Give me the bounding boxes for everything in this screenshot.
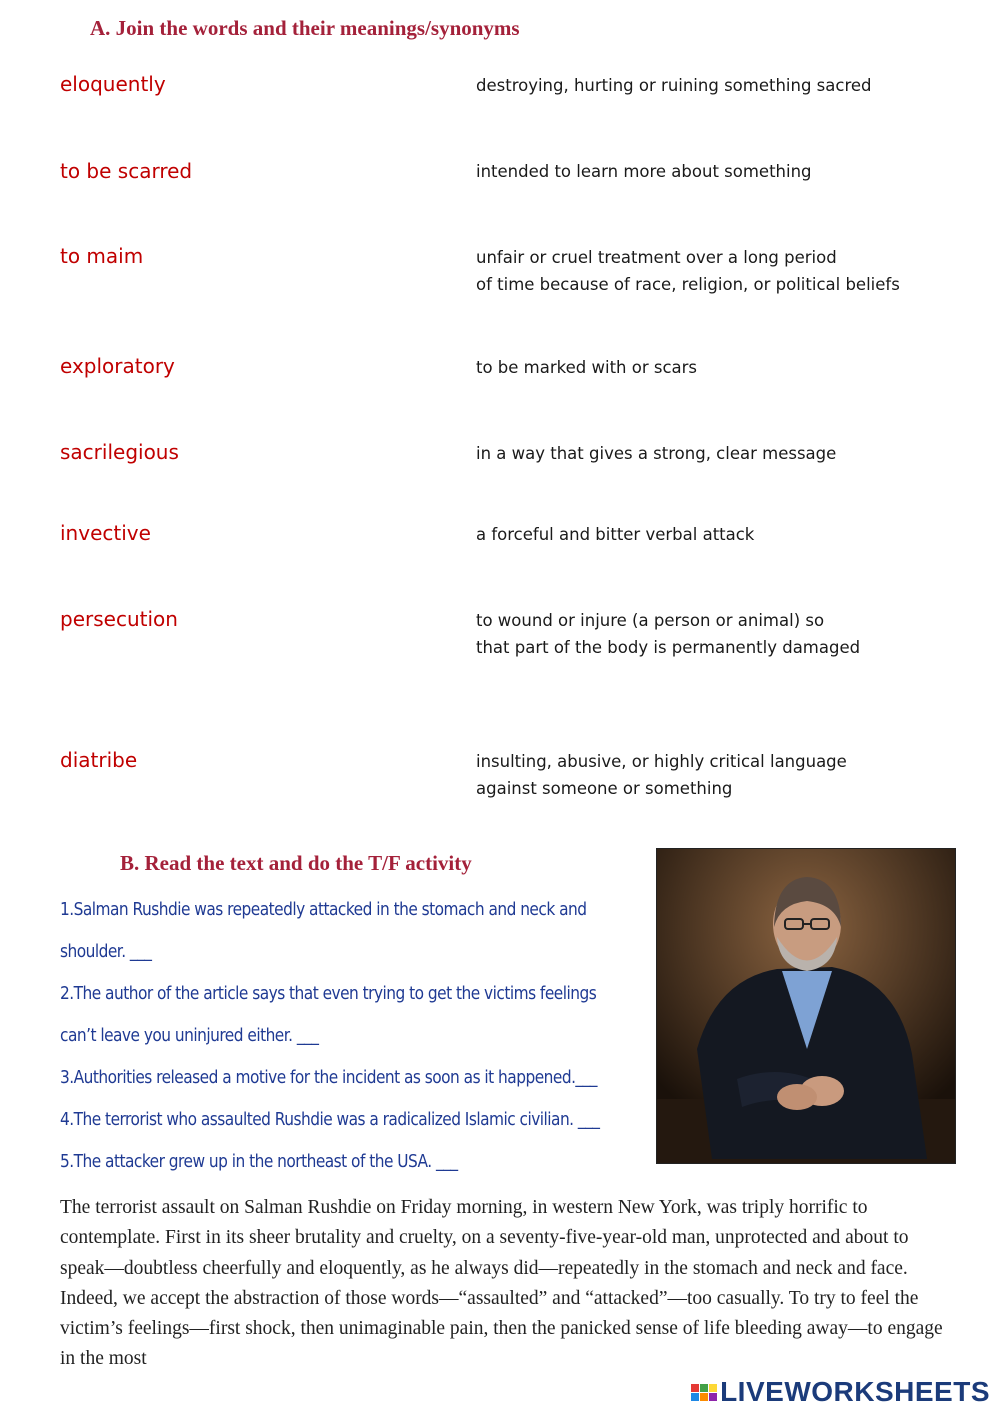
tf-statement: 2.The author of the article says that even trying to get the victims feelings (60, 984, 597, 1004)
word-item[interactable]: invective (60, 521, 151, 545)
definition-line: to wound or injure (a person or animal) so (476, 611, 825, 630)
definition-item[interactable] (476, 440, 836, 467)
definition-item[interactable] (476, 158, 812, 185)
tf-statement[interactable]: 4.The terrorist who assaulted Rushdie was a radicalized Islamic civilian. ___ (60, 1110, 600, 1130)
definition-line: unfair or cruel treatment over a long period (476, 248, 837, 267)
definition-line: that part of the body is permanently damaged (476, 638, 861, 657)
tf-statement: 1.Salman Rushdie was repeatedly attacked in the stomach and neck and (60, 900, 587, 920)
definition-line: in a way that gives a strong, clear message (476, 444, 837, 463)
definition-line: destroying, hurting or ruining something sacred (476, 76, 872, 95)
photo-illustration (657, 849, 955, 1163)
word-item[interactable]: to be scarred (60, 159, 193, 183)
definition-item[interactable] (476, 354, 697, 381)
section-b-heading: B. Read the text and do the T/F activity (120, 851, 472, 875)
definition-line: intended to learn more about something (476, 162, 812, 181)
tf-statement[interactable]: shoulder. ___ (60, 942, 152, 962)
definition-line: against someone or something (476, 779, 733, 798)
tf-statement[interactable]: 5.The attacker grew up in the northeast of the USA. ___ (60, 1152, 458, 1172)
author-photo (656, 848, 956, 1164)
word-item[interactable]: exploratory (60, 354, 175, 378)
logo-mark-icon (691, 1384, 717, 1401)
definition-line: a forceful and bitter verbal attack (476, 525, 755, 544)
word-item[interactable]: sacrilegious (60, 440, 179, 464)
word-item[interactable]: diatribe (60, 748, 138, 772)
definition-item[interactable] (476, 72, 872, 99)
liveworksheets-logo[interactable] (691, 1375, 990, 1409)
definition-item[interactable] (476, 607, 860, 661)
word-item[interactable]: eloquently (60, 72, 166, 96)
definition-line: of time because of race, religion, or political beliefs (476, 275, 900, 294)
definition-item[interactable] (476, 748, 847, 802)
tf-statement[interactable]: can’t leave you uninjured either. ___ (60, 1026, 319, 1046)
word-item[interactable]: to maim (60, 244, 144, 268)
article-paragraph: The terrorist assault on Salman Rushdie on Friday morning, in western New York, was triply horrific to contemplate. First in its sheer brutality and cruelty, on a seventy-five-year-old man, unprotected and about to speak—doubtless cheerfully and eloquently, as he always did—repeatedly in the stomach and neck and face. Indeed, we accept the abstraction of those words—“assaulted” and “attacked”—too casually. To try to feel the victim’s feelings—first shock, then unimaginable pain, then the panicked sense of life bleeding away—to engage in the most (60, 1197, 943, 1370)
section-a-heading: A. Join the words and their meanings/synonyms (90, 16, 520, 40)
definition-line: to be marked with or scars (476, 358, 698, 377)
definition-item[interactable] (476, 521, 754, 548)
logo-text: LIVEWORKSHEETS (720, 1376, 990, 1407)
definition-line: insulting, abusive, or highly critical language (476, 752, 847, 771)
tf-statement[interactable]: 3.Authorities released a motive for the incident as soon as it happened.___ (60, 1068, 597, 1088)
definition-item[interactable] (476, 244, 900, 298)
word-item[interactable]: persecution (60, 607, 178, 631)
